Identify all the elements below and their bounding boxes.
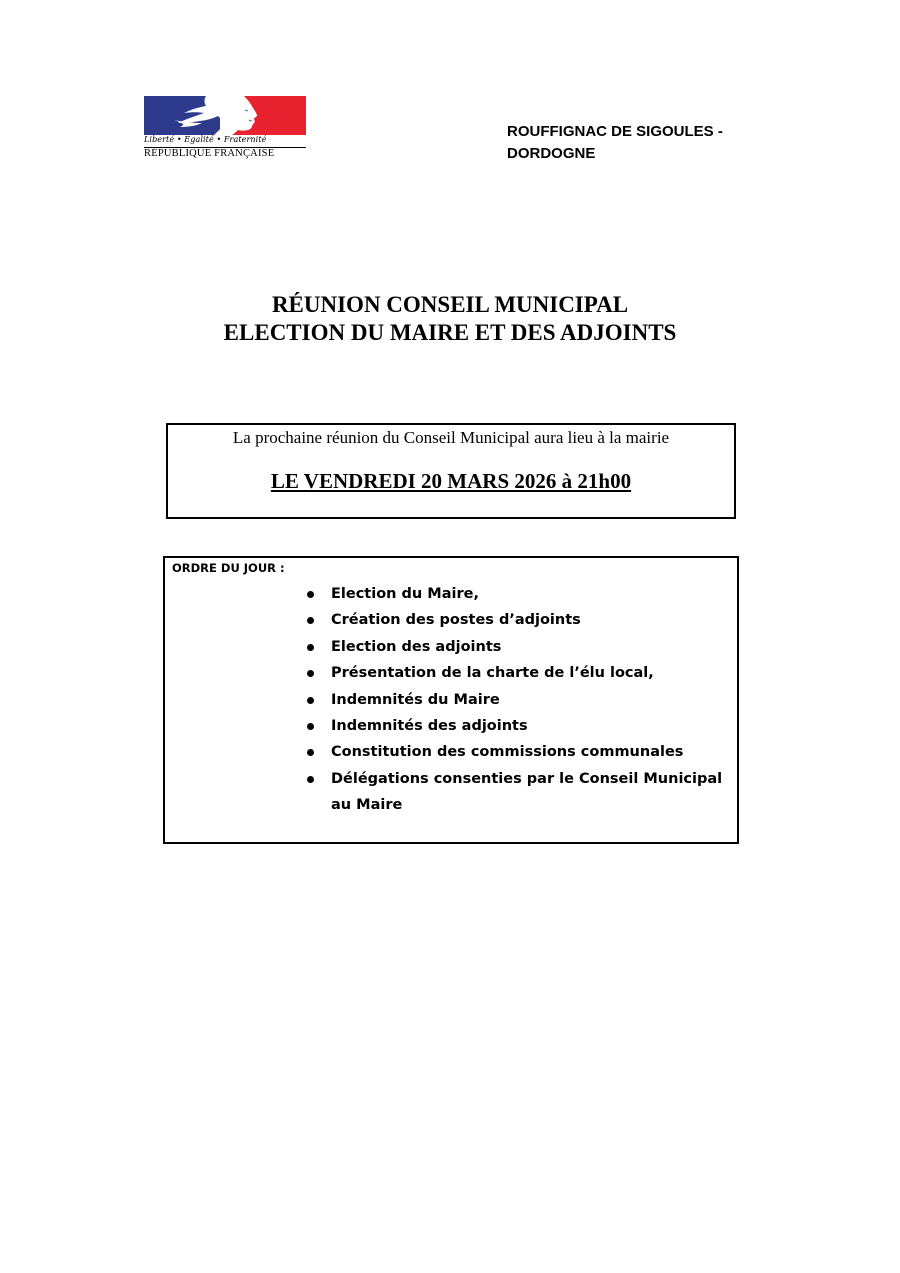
agenda-item-text: Délégations consenties par le Conseil Municipal au Maire [331, 770, 723, 814]
commune-line-1: ROUFFIGNAC DE SIGOULES - [507, 123, 723, 140]
agenda-item [305, 634, 725, 660]
bullet-icon [307, 776, 314, 783]
agenda-item [305, 660, 725, 686]
title-line-1: RÉUNION CONSEIL MUNICIPAL [271, 292, 629, 317]
agenda-box [163, 556, 739, 844]
meeting-notice-box [166, 423, 736, 519]
agenda-item-text: Constitution des commissions communales [331, 744, 684, 761]
bullet-icon [307, 617, 314, 624]
agenda-list [305, 581, 725, 819]
agenda-item-text: Indemnités du Maire [331, 691, 500, 708]
agenda-item-text: Indemnités des adjoints [331, 718, 528, 735]
title-line-2: ELECTION DU MAIRE ET DES ADJOINTS [223, 320, 677, 345]
commune-header [507, 121, 787, 165]
agenda-item-text: Présentation de la charte de l’élu local, [331, 665, 654, 682]
bullet-icon [307, 697, 314, 704]
agenda-item [305, 581, 725, 607]
agenda-item [305, 713, 725, 739]
agenda-item [305, 607, 725, 633]
agenda-item [305, 687, 725, 713]
agenda-item-text: Election du Maire, [331, 586, 479, 602]
agenda-item [305, 766, 725, 819]
bullet-icon [307, 723, 314, 730]
agenda-item-text: Création des postes d’adjoints [331, 612, 581, 629]
bullet-icon [307, 670, 314, 677]
logo-motto: Liberté • Égalité • Fraternité [144, 135, 267, 144]
logo-name: RÉPUBLIQUE FRANÇAISE [144, 148, 275, 159]
bullet-icon [307, 644, 314, 651]
agenda-item [305, 739, 725, 765]
commune-line-2: DORDOGNE [507, 145, 596, 162]
republique-francaise-logo [144, 96, 306, 164]
marianne-flag-icon [144, 96, 306, 135]
agenda-heading: ORDRE DU JOUR : [172, 561, 285, 575]
agenda-item-text: Election des adjoints [331, 638, 502, 655]
meeting-date: LE VENDREDI 20 MARS 2026 à 21h00 [270, 469, 632, 493]
document-title [0, 291, 900, 347]
bullet-icon [307, 749, 314, 756]
bullet-icon [307, 591, 314, 598]
meeting-intro: La prochaine réunion du Conseil Municipal aura lieu à la mairie [232, 428, 670, 447]
